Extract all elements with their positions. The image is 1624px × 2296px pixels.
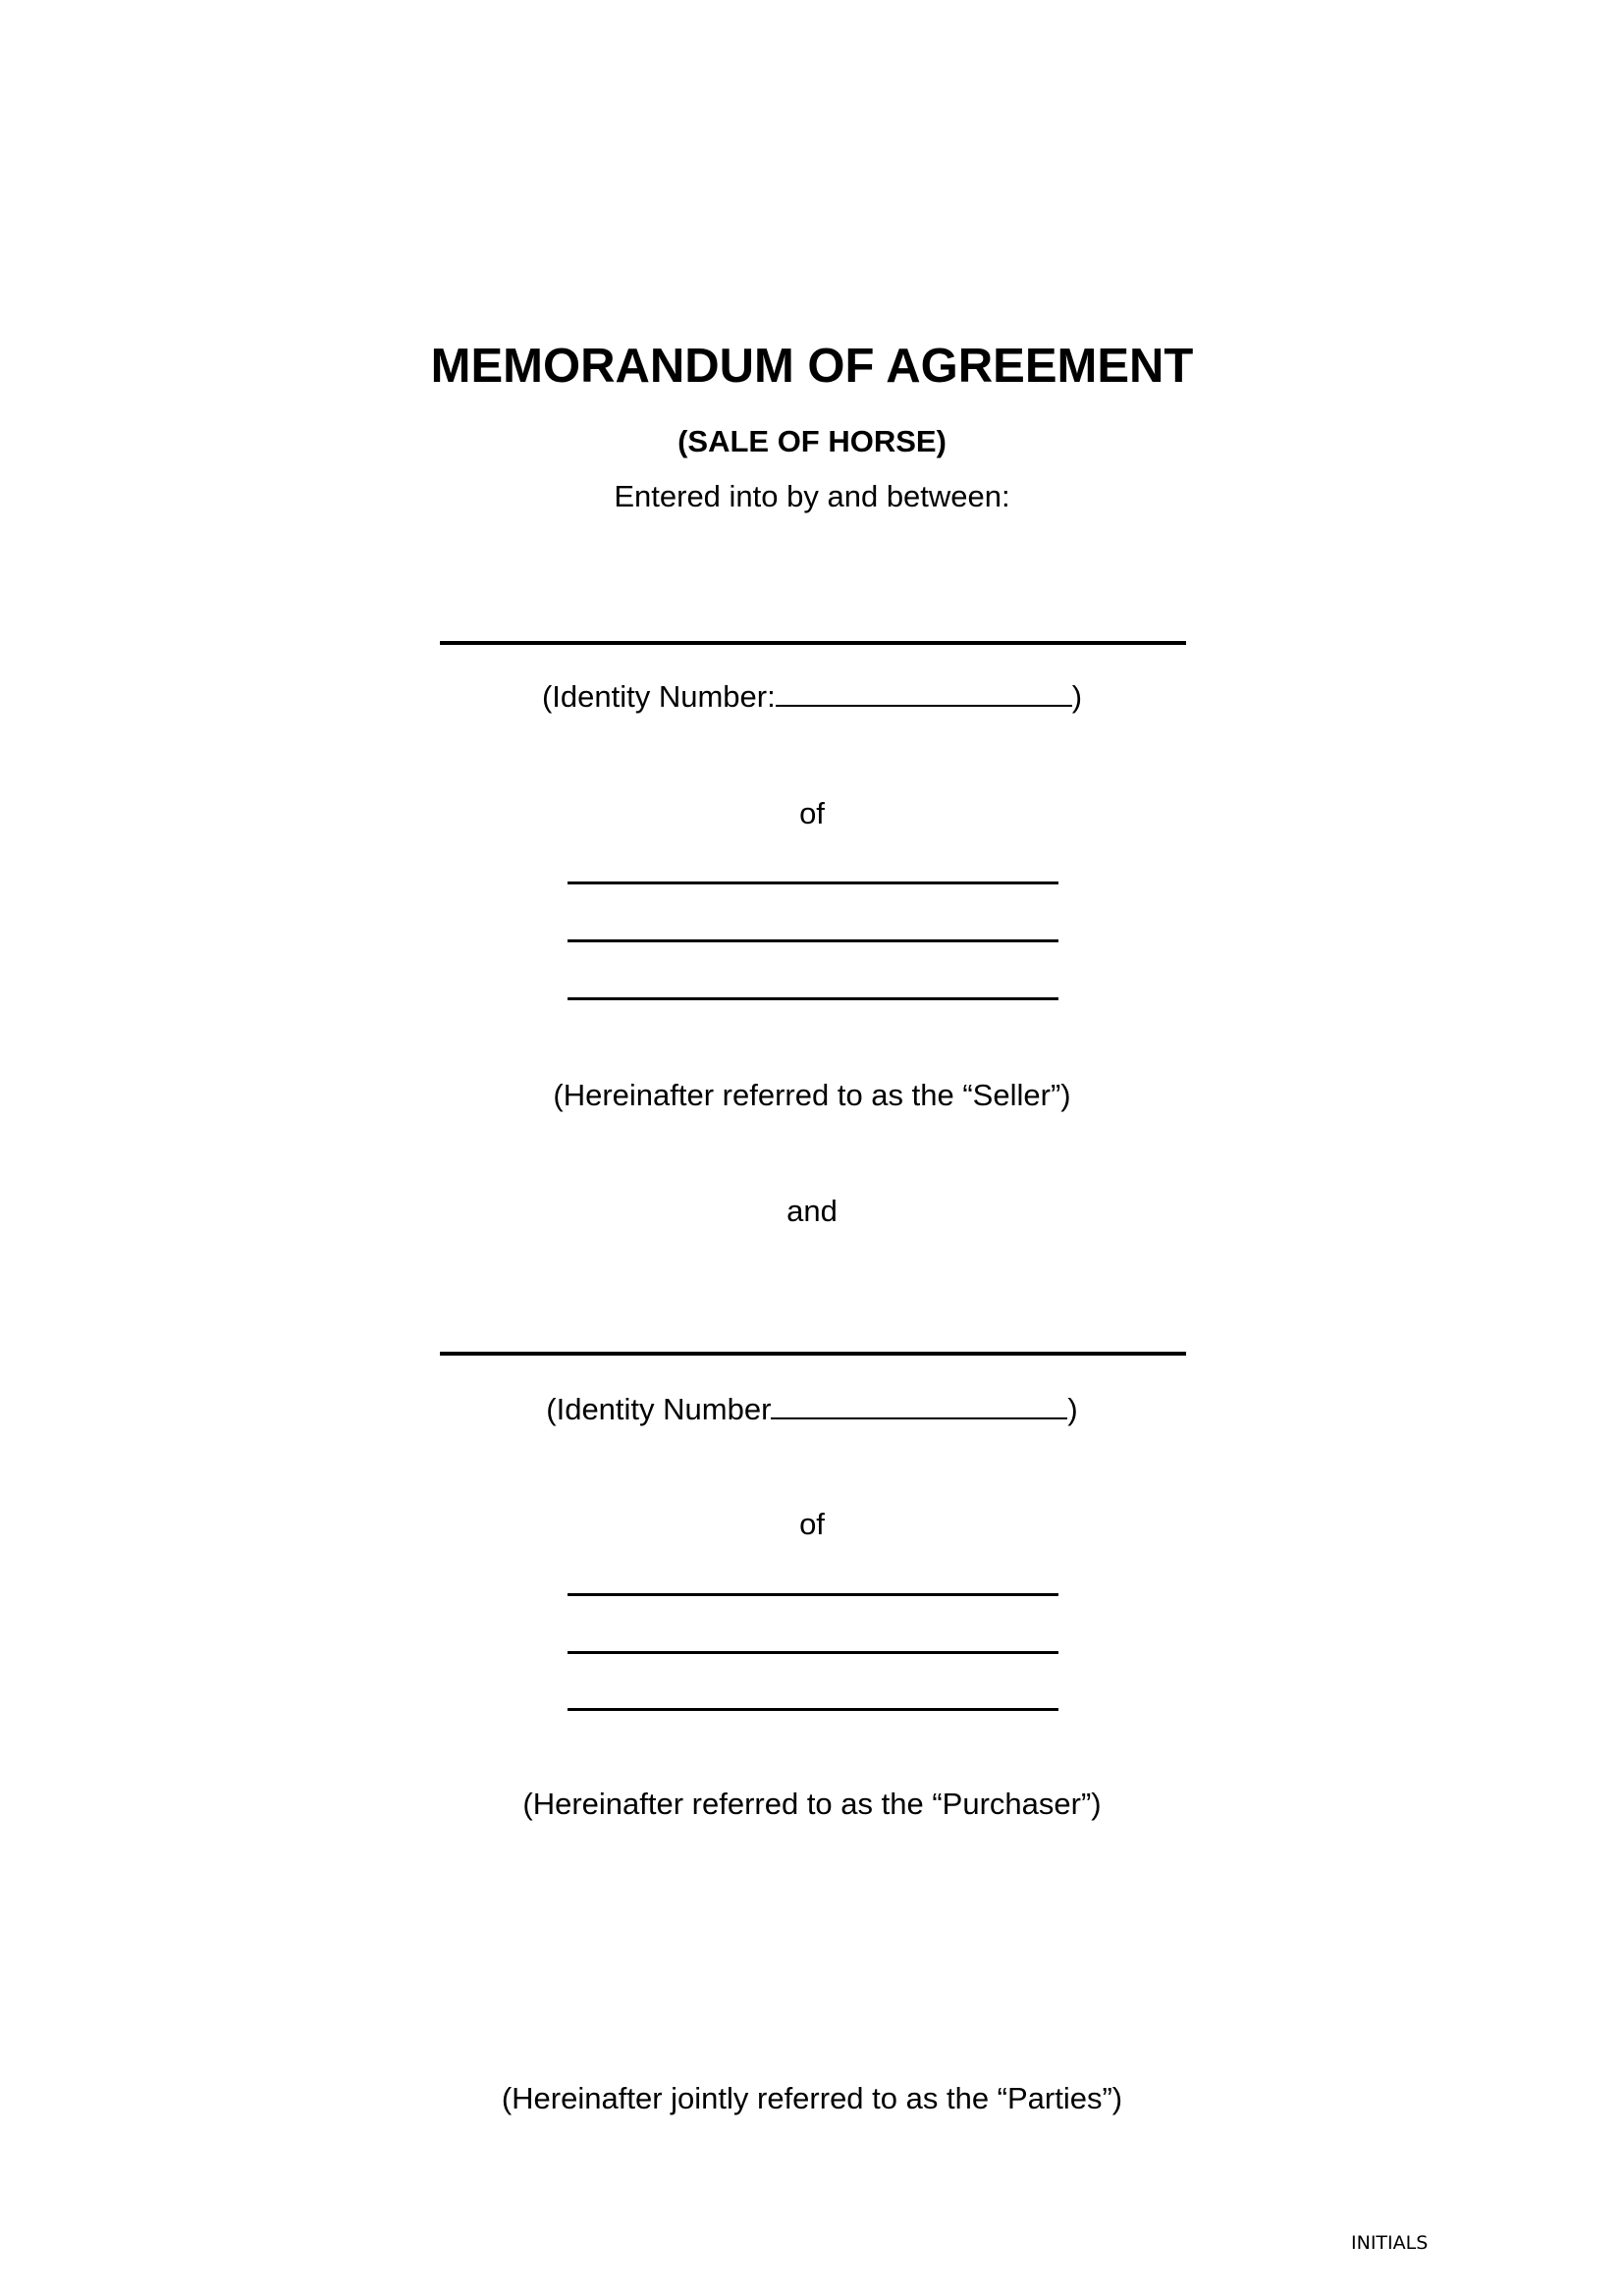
parties-text: (Hereinafter jointly referred to as the “Parties”)	[501, 2081, 1123, 2115]
seller-address-line-3[interactable]	[568, 997, 1058, 1000]
footer-initials-label: INITIALS	[1351, 2232, 1429, 2254]
purchaser-identity-blank[interactable]	[771, 1416, 1067, 1419]
purchaser-address-line-3[interactable]	[568, 1708, 1058, 1711]
seller-referred-text: (Hereinafter referred to as the “Seller”)	[553, 1078, 1071, 1112]
seller-identity-row	[0, 681, 1624, 712]
document-title: MEMORANDUM OF AGREEMENT	[430, 340, 1194, 393]
purchaser-identity-close: )	[1067, 1392, 1078, 1426]
purchaser-identity-row	[0, 1394, 1624, 1424]
purchaser-address-line-1[interactable]	[568, 1593, 1058, 1596]
seller-address-line-1[interactable]	[568, 881, 1058, 884]
seller-of-label: of	[799, 796, 825, 830]
document-subtitle: (SALE OF HORSE)	[677, 424, 947, 458]
seller-identity-label: (Identity Number:	[541, 679, 776, 714]
purchaser-identity-label: (Identity Number	[546, 1392, 772, 1426]
intro-text: Entered into by and between:	[614, 479, 1010, 513]
purchaser-referred-text: (Hereinafter referred to as the “Purchaser”)	[522, 1787, 1102, 1821]
seller-identity-blank[interactable]	[776, 704, 1072, 707]
conjunction-and: and	[786, 1194, 838, 1228]
seller-identity-close: )	[1071, 679, 1083, 714]
purchaser-of-label: of	[799, 1507, 825, 1541]
seller-name-line[interactable]	[440, 641, 1186, 645]
purchaser-address-line-2[interactable]	[568, 1651, 1058, 1654]
purchaser-name-line[interactable]	[440, 1352, 1186, 1356]
seller-address-line-2[interactable]	[568, 939, 1058, 942]
